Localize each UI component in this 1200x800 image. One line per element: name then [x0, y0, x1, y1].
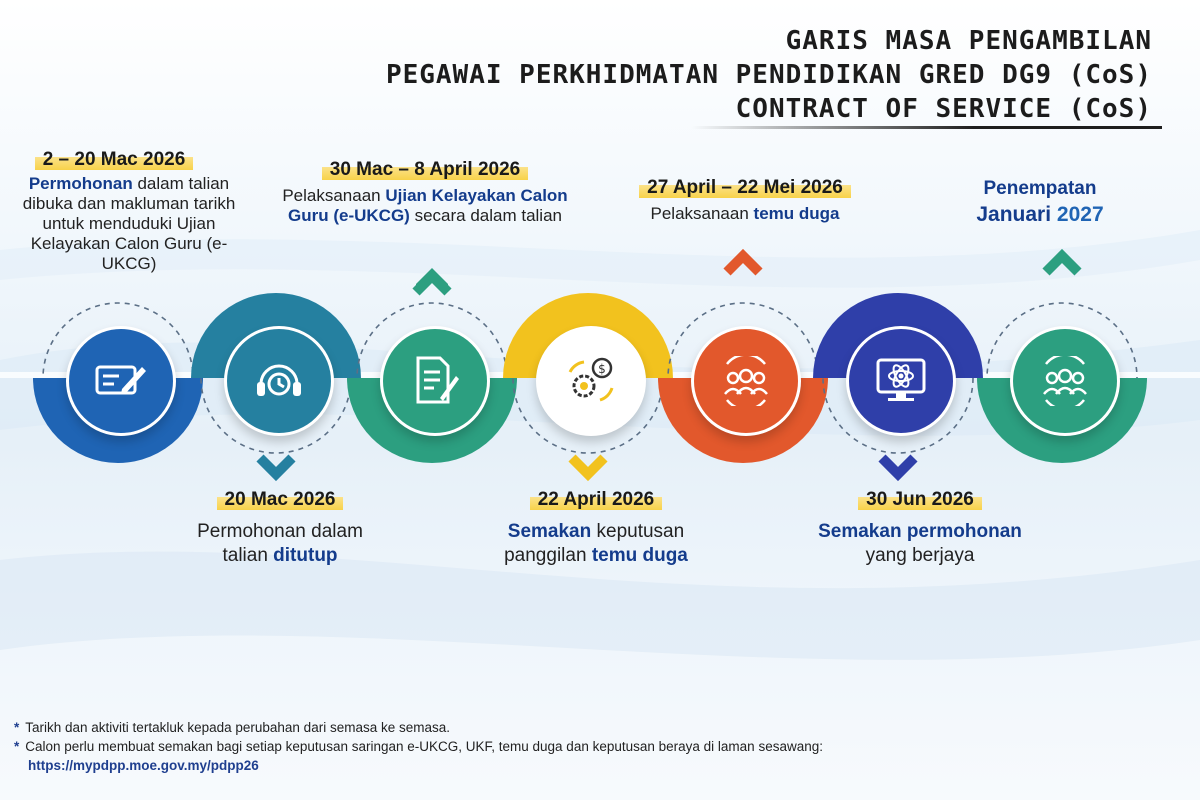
step-1-date: 2 – 20 Mac 2026	[35, 150, 194, 170]
footnotes	[14, 718, 823, 775]
step-6-text	[800, 490, 1040, 568]
bullet-star-icon: *	[14, 739, 20, 754]
step-7-date	[940, 202, 1140, 228]
step-1-description	[14, 174, 244, 274]
step-1-text	[14, 150, 244, 274]
step-3-description	[280, 186, 570, 226]
step-6-highlight: Semakan permohonan	[818, 521, 1022, 542]
step-7-year: 2027	[1056, 203, 1104, 226]
step-3-highlight: Ujian Kelayakan Calon Guru (e-UKCG)	[288, 186, 568, 225]
step-4-text	[486, 490, 706, 568]
footnote-2-text: Calon perlu membuat semakan bagi setiap keputusan saringan e-UKCG, UKF, temu duga dan keputusan beraya di laman sesawang:	[25, 739, 823, 754]
chevron-down-icon	[572, 458, 604, 474]
step-7-month: Januari	[976, 203, 1057, 226]
step-3-plain: Pelaksanaan	[282, 186, 386, 205]
step-5-text	[610, 178, 880, 224]
footnote-2	[14, 737, 823, 756]
step-5-description	[610, 204, 880, 224]
document-pen-icon	[380, 326, 490, 436]
step-3-rest: secara dalam talian	[409, 206, 562, 225]
step-4-description	[486, 520, 706, 568]
headset-clock-icon	[224, 326, 334, 436]
gear-dollar-icon	[536, 326, 646, 436]
cheque-pen-icon	[66, 326, 176, 436]
people-cycle-icon	[691, 326, 801, 436]
step-5-plain: Pelaksanaan	[650, 204, 754, 223]
monitor-atom-icon	[846, 326, 956, 436]
footnote-1	[14, 718, 823, 737]
chevron-up-icon	[1046, 256, 1078, 272]
step-1-rest: dalam talian dibuka dan makluman tarikh untuk menduduki Ujian Kelayakan Calon Guru (e-UKCG)	[22, 174, 236, 273]
footnote-1-text: Tarikh dan aktiviti tertakluk kepada perubahan dari semasa ke semasa.	[25, 720, 450, 735]
chevron-down-icon	[260, 458, 292, 474]
step-3-text	[280, 160, 570, 226]
title-line-1: GARIS MASA PENGAMBILAN	[785, 26, 1152, 56]
step-4-highlight-2: temu duga	[591, 545, 688, 566]
step-5-highlight: temu duga	[753, 204, 840, 223]
step-2-plain: Permohonan dalam talian	[197, 521, 363, 566]
step-4-date: 22 April 2026	[530, 490, 663, 510]
chevron-up-icon	[727, 256, 759, 272]
step-4-plain: keputusan panggilan	[504, 521, 685, 566]
bullet-star-icon: *	[14, 720, 20, 735]
chevron-down-icon	[882, 458, 914, 474]
chevron-up-icon	[416, 276, 448, 292]
title-line-2: PEGAWAI PERKHIDMATAN PENDIDIKAN GRED DG9 (CoS)	[385, 60, 1152, 90]
step-3-date: 30 Mac – 8 April 2026	[322, 160, 528, 180]
step-6-plain: yang berjaya	[865, 545, 975, 566]
step-6-description	[800, 520, 1040, 568]
step-6-date: 30 Jun 2026	[858, 490, 982, 510]
step-1-highlight: Permohonan	[28, 174, 133, 193]
step-7-text	[940, 176, 1140, 228]
step-2-highlight: ditutup	[273, 545, 338, 566]
step-4-highlight: Semakan	[507, 521, 592, 542]
step-2-date: 20 Mac 2026	[217, 490, 344, 510]
people-cycle-icon	[1010, 326, 1120, 436]
step-5-date: 27 April – 22 Mei 2026	[639, 178, 851, 198]
svg-text:$: $	[598, 362, 606, 376]
step-2-text	[180, 490, 380, 568]
title-line-3: CONTRACT OF SERVICE (CoS)	[735, 94, 1152, 124]
step-7-label: Penempatan	[983, 178, 1097, 199]
website-link[interactable]: https://mypdpp.moe.gov.my/pdpp26	[28, 758, 259, 773]
step-2-description	[180, 520, 380, 568]
